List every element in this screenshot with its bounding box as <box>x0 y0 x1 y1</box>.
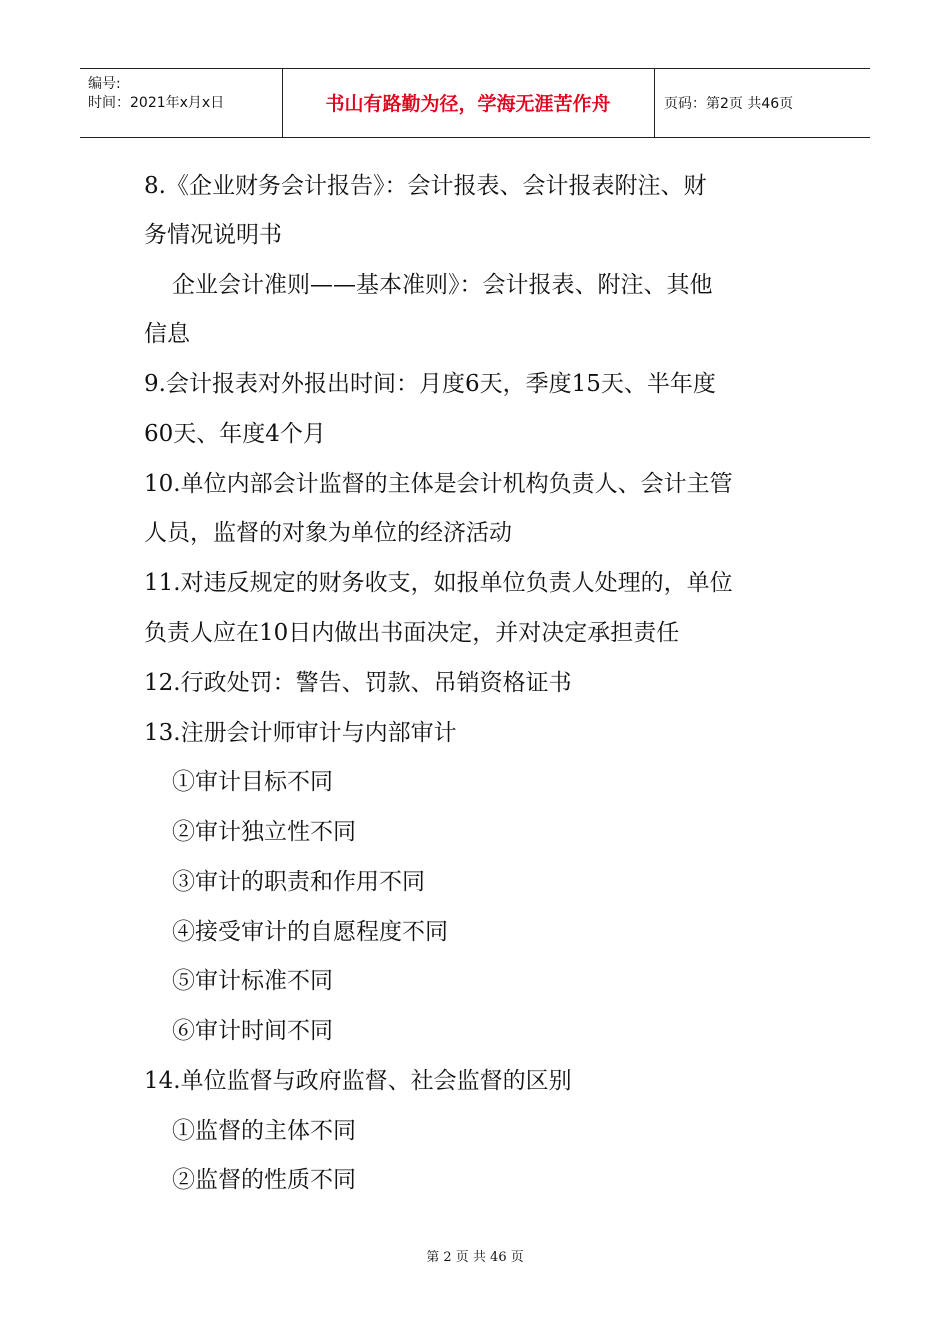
paragraph-line: 8.《企业财务会计报告》：会计报表、会计报表附注、财 <box>144 173 707 199</box>
page-header <box>80 68 870 138</box>
list-item: ④接受审计的自愿程度不同 <box>172 919 448 945</box>
paragraph-line: 14.单位监督与政府监督、社会监督的区别 <box>144 1068 572 1094</box>
list-item: ①监督的主体不同 <box>172 1118 356 1144</box>
paragraph-line: 12.行政处罚：警告、罚款、吊销资格证书 <box>144 670 572 696</box>
paragraph-line: 11.对违反规定的财务收支，如报单位负责人处理的，单位 <box>144 570 733 596</box>
header-motto-cell <box>282 69 655 137</box>
page-footer: 第 2 页 共 46 页 <box>426 1250 524 1265</box>
paragraph-line: 13.注册会计师审计与内部审计 <box>144 720 457 746</box>
paragraph-line: 9.会计报表对外报出时间：月度6天，季度15天、半年度 <box>144 371 716 397</box>
paragraph-line: 60天、年度4个月 <box>144 421 326 447</box>
list-item: ②审计独立性不同 <box>172 819 356 845</box>
list-item: ⑤审计标准不同 <box>172 968 333 994</box>
header-page-cell <box>654 69 870 137</box>
paragraph-line: 人员，监督的对象为单位的经济活动 <box>144 520 512 546</box>
paragraph-line: 信息 <box>144 321 190 347</box>
motto-text: 书山有路勤为径，学海无涯苦作舟 <box>325 93 611 115</box>
list-item: ①审计目标不同 <box>172 769 333 795</box>
list-item: ③审计的职责和作用不同 <box>172 869 425 895</box>
list-item: ⑥审计时间不同 <box>172 1018 333 1044</box>
document-number-label: 编号: <box>88 76 121 92</box>
page-number-label: 页码：第2页 共46页 <box>664 96 794 112</box>
date-label: 时间：2021年x月x日 <box>88 95 225 111</box>
paragraph-line: 务情况说明书 <box>144 222 282 248</box>
paragraph-line: 10.单位内部会计监督的主体是会计机构负责人、会计主管 <box>144 471 733 497</box>
header-info-cell <box>80 69 283 137</box>
list-item: ②监督的性质不同 <box>172 1167 356 1193</box>
paragraph-line: 负责人应在10日内做出书面决定，并对决定承担责任 <box>144 620 680 646</box>
paragraph-line: 企业会计准则——基本准则》：会计报表、附注、其他 <box>172 272 713 298</box>
